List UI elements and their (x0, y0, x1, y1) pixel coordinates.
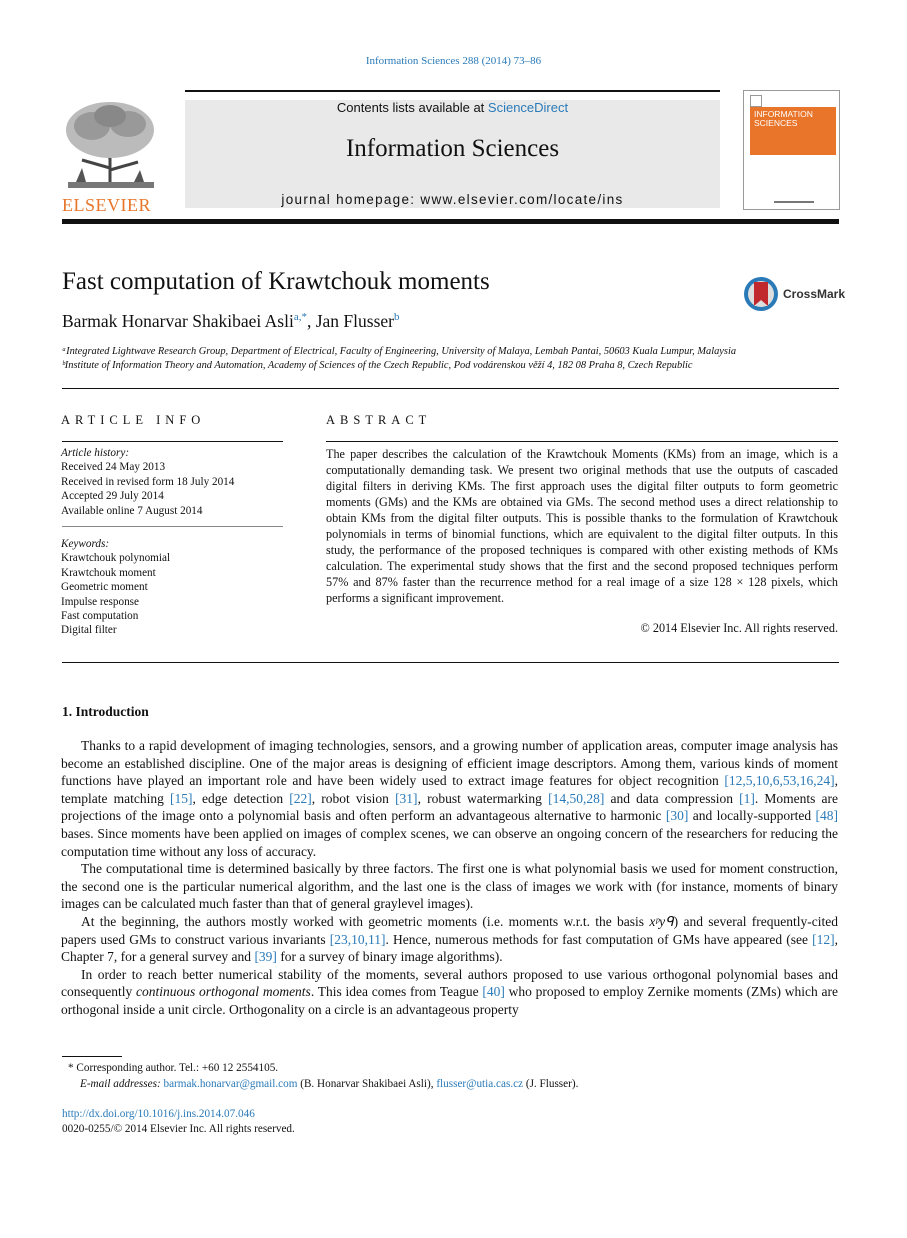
footnote-rule (62, 1056, 122, 1057)
header-thick-rule (62, 219, 839, 224)
doi-link[interactable]: http://dx.doi.org/10.1016/j.ins.2014.07.046 (62, 1108, 255, 1120)
email-link[interactable]: flusser@utia.cas.cz (436, 1078, 524, 1090)
text-run: , edge detection (192, 790, 290, 806)
email-note (80, 1078, 578, 1090)
author-affiliation-mark[interactable]: a,* (293, 311, 307, 324)
header-top-rule (185, 90, 720, 92)
sciencedirect-link[interactable]: ScienceDirect (487, 100, 569, 115)
emphasis: continuous orthogonal moments (136, 984, 311, 1000)
keyword: Krawtchouk polynomial (61, 552, 171, 565)
history-item: Available online 7 August 2014 (61, 504, 203, 517)
text-run: who proposed to employ Zernike moments (ZMs) which are orthogonal inside a unit circle. Orthogonality on a circle is an advantageous property (61, 984, 838, 1017)
keywords (61, 537, 170, 638)
citation-link[interactable]: [22] (289, 790, 312, 806)
article-title: Fast computation of Krawtchouk moments (62, 268, 490, 295)
keyword: Geometric moment (61, 581, 148, 594)
intro-paragraph-4 (61, 966, 838, 1019)
abstract-bottom-rule (62, 662, 839, 663)
article-info-rule (62, 441, 283, 442)
history-item: Received in revised form 18 July 2014 (61, 475, 235, 488)
text-run: , robot vision (311, 790, 396, 806)
keyword: Digital filter (61, 624, 117, 637)
contents-prefix: Contents lists available at (336, 100, 488, 115)
abstract-rule (326, 441, 838, 442)
math-expression: xᵖyᑫ (649, 913, 674, 929)
text-run: . Hence, numerous methods for fast computation of GMs have appeared (see (385, 931, 813, 947)
keywords-label: Keywords: (61, 538, 110, 550)
text-run: bases. Since moments have been applied on images of complex scenes, we can observe an ongoing concern of the researchers for reducing the computation time without any loss of accuracy. (61, 825, 838, 859)
cover-elsevier-icon (750, 95, 762, 107)
keyword: Krawtchouk moment (61, 566, 156, 579)
citation-link[interactable]: [48] (815, 808, 839, 824)
citation-link[interactable]: [1] (739, 790, 755, 806)
text-run: and data compression (604, 790, 740, 806)
citation-link[interactable]: [12,5,10,6,53,16,24] (724, 773, 835, 789)
elsevier-wordmark: ELSEVIER (62, 195, 151, 215)
keyword: Impulse response (61, 595, 139, 608)
history-item: Accepted 29 July 2014 (61, 490, 164, 503)
issn-copyright: 0020-0255/© 2014 Elsevier Inc. All rights reserved. (62, 1123, 295, 1135)
elsevier-logo (62, 98, 160, 215)
affiliation-b: ᵇInstitute of Information Theory and Automation, Academy of Sciences of the Czech Republic, Pod vodárenskou věží 4, 182 08 Praha 8, Czech Republic (62, 360, 693, 371)
text-run: At the beginning, the authors mostly worked with geometric moments (i.e. moments w.r.t. the basis (81, 913, 650, 929)
text-run: In order to reach better numerical stability of the moments, several authors proposed to use various orthogonal polynomial bases and consequently (61, 966, 838, 1000)
citation-link[interactable]: [30] (665, 808, 689, 824)
citation-link[interactable]: [14,50,28] (548, 790, 605, 806)
author-name: Jan Flusser (315, 311, 394, 331)
text-run: for a survey of binary image algorithms). (276, 949, 503, 965)
author-list (62, 311, 399, 332)
history-label: Article history: (61, 447, 130, 459)
text-run: , template matching (61, 773, 838, 806)
text-run: Thanks to a rapid development of imaging technologies, sensors, and a growing number of application areas, computer image analysis has become an established discipline. One of the major areas is designing of efficient image descriptors. Among them, various kinds of moment functions have played an important role and have been widely used to extract image features for object recognition (61, 738, 838, 789)
journal-citation[interactable]: Information Sciences 288 (2014) 73–86 (365, 55, 542, 67)
journal-title: Information Sciences (345, 135, 560, 162)
intro-paragraph-1 (61, 737, 838, 860)
history-item: Received 24 May 2013 (61, 461, 166, 474)
crossmark-badge[interactable] (743, 276, 845, 312)
intro-paragraph-3 (61, 913, 838, 966)
citation-link[interactable]: [31] (395, 790, 418, 806)
text-run: and locally-supported (688, 808, 816, 824)
abstract-heading: ABSTRACT (326, 413, 432, 427)
affiliation-a: ᵃIntegrated Lightwave Research Group, Department of Electrical, Faculty of Engineering, University of Malaya, Lembah Pantai, 50603 Kuala Lumpur, Malaysia (62, 346, 737, 357)
text-run: ) and several frequently-cited papers used GMs to construct various invariants (61, 913, 838, 947)
corresponding-author-note: * Corresponding author. Tel.: +60 12 2554105. (68, 1062, 279, 1074)
email-link[interactable]: barmak.honarvar@gmail.com (163, 1078, 298, 1090)
email-owner: (J. Flusser). (523, 1078, 579, 1090)
email-label: E-mail addresses: (80, 1078, 164, 1090)
email-owner: (B. Honarvar Shakibaei Asli), (297, 1078, 437, 1090)
citation-link[interactable]: [40] (482, 984, 505, 1000)
affiliation-rule (62, 388, 839, 389)
section-heading: 1. Introduction (62, 704, 149, 719)
cover-title: INFORMATION SCIENCES (750, 107, 836, 155)
abstract-copyright: © 2014 Elsevier Inc. All rights reserved. (640, 621, 838, 635)
intro-paragraph-2: The computational time is determined basically by three factors. The first one is what polynomial basis we used for moment construction, the second one is the particular numerical algorithm, and the last one is the class of images we work with (for instance, moments of binary images can be calculated much faster than that of general graylevel images). (61, 861, 838, 912)
text-run: , Chapter 7, for a general survey and (61, 931, 838, 965)
article-info-heading: ARTICLE INFO (61, 413, 206, 427)
author-separator: , (306, 311, 316, 331)
author-name: Barmak Honarvar Shakibaei Asli (62, 311, 294, 331)
citation-link[interactable]: [12] (812, 931, 835, 947)
journal-homepage[interactable]: journal homepage: www.elsevier.com/locate/ins (281, 192, 624, 207)
abstract-text: The paper describes the calculation of the Krawtchouk Moments (KMs) from an image, which is a computationally demanding task. We present two original methods that use the outputs of cascaded digital filters in deriving KMs. The first approach uses the digital filter outputs to form geometric moments (GMs) and the KMs are obtained via GMs. The second method uses a direct relationship to obtain KMs from the digital filter outputs. This is possible thanks to the formulation of Krawtchouk polynomials in terms of binomial functions, which are equivalent to the digital filter outputs. In this study, the performance of the proposed techniques is compared with other existing methods of KMs calculation. The experimental study shows that the first and the second proposed techniques perform 57% and 87% faster than the recurrence method for a real image of a size 128 × 128 pixels, which performs a significant improvement. (326, 447, 838, 605)
history-rule (62, 526, 283, 527)
text-run: . This idea comes from Teague (310, 984, 483, 1000)
contents-line (185, 100, 720, 115)
citation-link[interactable]: [39] (254, 949, 277, 965)
crossmark-label: CrossMark (783, 287, 846, 301)
intro-body (61, 737, 838, 1019)
cover-footer-line (774, 201, 814, 203)
keyword: Fast computation (61, 610, 139, 623)
author-affiliation-mark[interactable]: b (393, 311, 400, 324)
article-history (61, 446, 234, 518)
elsevier-tree-icon (62, 98, 160, 192)
text-run: . Moments are projections of the image onto a polynomial basis and often perform an advantageous alternative to harmonic (61, 790, 838, 824)
text-run: , robust watermarking (417, 790, 549, 806)
citation-link[interactable]: [23,10,11] (329, 931, 386, 947)
citation-link[interactable]: [15] (170, 790, 193, 806)
crossmark-icon (743, 276, 779, 312)
